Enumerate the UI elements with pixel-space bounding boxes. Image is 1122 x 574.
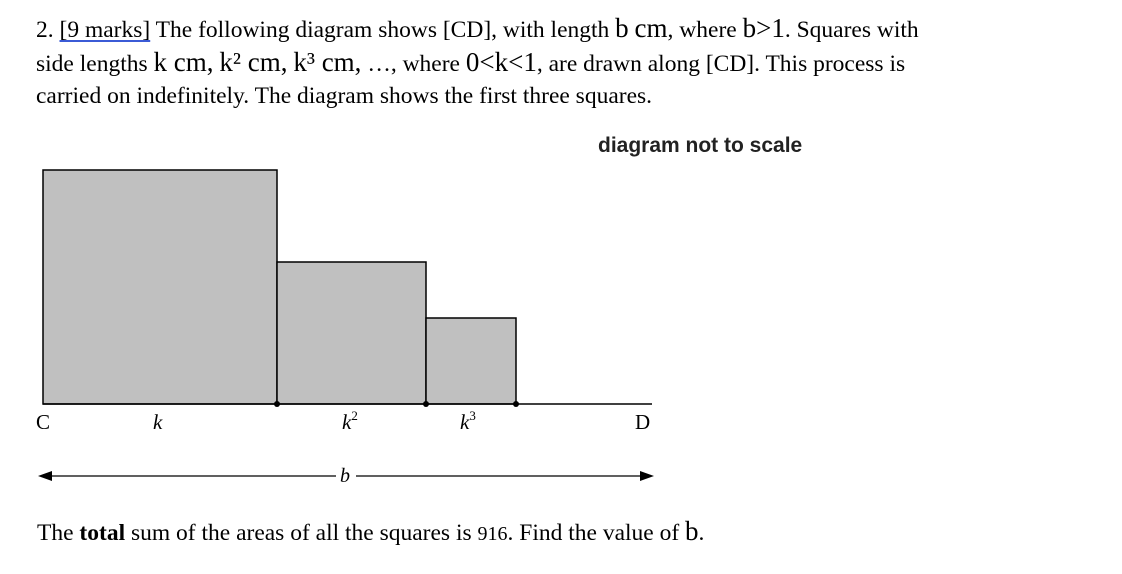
closing-middle: sum of the areas of all the squares is [130, 520, 472, 546]
unit-cm: cm [634, 13, 668, 43]
line2-end: , are drawn along [CD]. This process is [536, 51, 906, 77]
junction-dot-3 [513, 401, 519, 407]
closing-variable-b: b [685, 516, 699, 546]
side-k: k cm, [153, 47, 214, 77]
closing-question [37, 516, 704, 547]
ellipsis: …, [367, 51, 397, 77]
square-k3 [426, 318, 516, 404]
label-k-cubed [460, 408, 476, 434]
square-k2 [277, 262, 426, 404]
square-k [43, 170, 277, 404]
closing-end: . Find the value of [507, 520, 680, 546]
label-k3-base: k [460, 410, 470, 434]
label-k3-exp: 3 [469, 408, 476, 423]
condition-k: 0<k<1 [465, 47, 537, 77]
label-k2-base: k [342, 410, 352, 434]
question-intro: The following diagram shows [CD], with length [155, 17, 610, 43]
closing-intro: The [37, 520, 74, 546]
junction-dot-1 [274, 401, 280, 407]
where-text: , where [667, 17, 737, 43]
label-k2-exp: 2 [351, 408, 358, 423]
not-to-scale-note: diagram not to scale [598, 134, 803, 157]
b-arrowhead-left [38, 471, 52, 481]
question-number: 2. [36, 17, 54, 43]
b-arrowhead-right [640, 471, 654, 481]
label-d: D [635, 410, 651, 434]
junction-dot-2 [423, 401, 429, 407]
question-line-3: carried on indefinitely. The diagram shows the first three squares. [36, 83, 653, 109]
side-k3: k³ cm, [293, 47, 362, 77]
closing-period: . [698, 520, 705, 546]
side-lengths-text: side lengths [36, 51, 148, 77]
label-c: C [36, 410, 51, 434]
label-k-squared [342, 408, 358, 434]
side-k2: k² cm, [219, 47, 288, 77]
marks-link[interactable]: [9 marks] [59, 17, 151, 43]
label-k: k [153, 410, 163, 434]
closing-bold-total: total [79, 520, 126, 546]
condition-b: b>1 [742, 13, 785, 43]
variable-b: b [615, 13, 629, 43]
label-b: b [340, 465, 350, 487]
where-text-2: where [402, 51, 460, 77]
area-sum-value: 916 [477, 523, 508, 545]
line1-end: . Squares with [784, 17, 919, 43]
